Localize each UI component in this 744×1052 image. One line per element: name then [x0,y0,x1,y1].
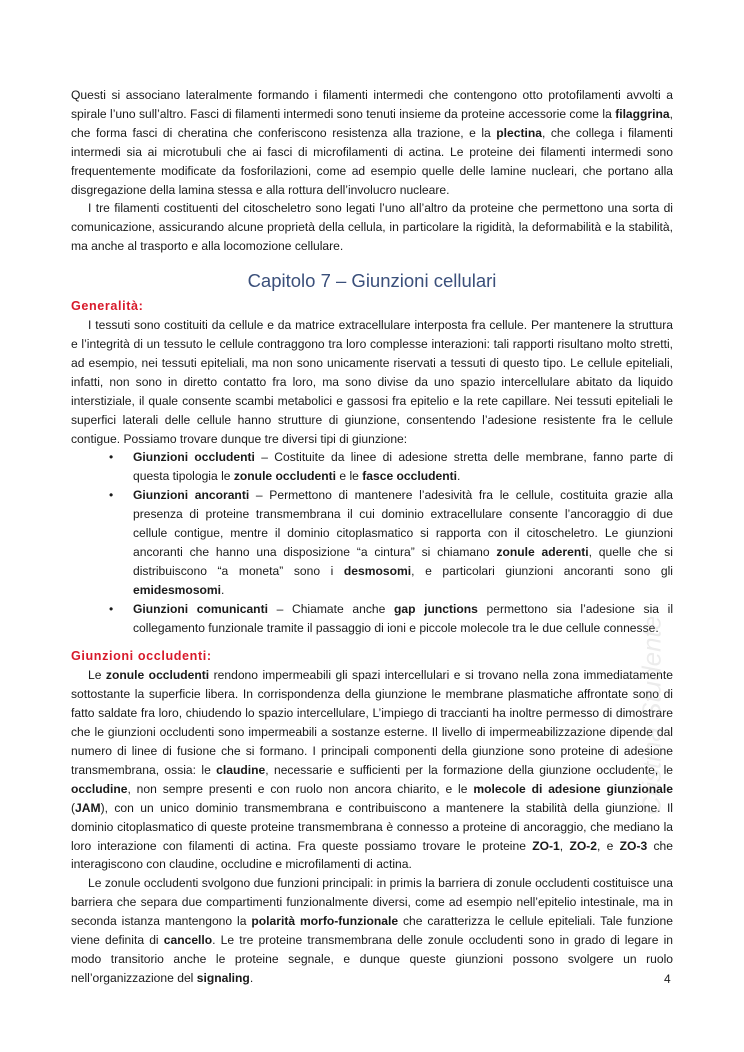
bold-term: Giunzioni ancoranti [133,488,250,503]
bold-term: molecole di adesione giunzionale [473,781,673,796]
bold-term: fasce occludenti [362,469,458,484]
bold-term: signaling [196,970,250,985]
occludenti-paragraph-2: Le zonule occludenti svolgono due funzioni principali: in primis la barriera di zonule occludenti costituisce una barriera che separa due compartimenti funzionalmente diversi, come ad esempio nell’epitelio intestinale, ma in seconda istanza mantengono la polarità morfo-funzionale che caratterizza le cellule epiteliali. Tale funzione viene definita di cancello. Le tre proteine transmembrana delle zonule occludenti sono in grado di legare in modo transitorio anche le proteine segnale, e dunque queste giunzioni possono svolgere un ruolo nell’organizzazione del signaling. [71,876,673,985]
bold-term: occludine [71,781,128,796]
document-page [71,86,673,988]
occludenti-paragraph-1: Le zonule occludenti rendono impermeabili gli spazi intercellulari e si trovano nella zona immediatamente sottostante la superficie libera. In corrispondenza della giunzione le membrane plasmatiche affrontate sono di fatto saldate fra loro, chiudendo lo spazio intercellulare, L’impiego di traccianti ha inoltre permesso di dimostrare che le giunzioni occludenti sono impermeabili a sostanze esterne. Il livello di impermeabilizzazione dipende dal numero di linee di fusione che si formano. I principali componenti della giunzione sono proteine di adesione transmembrana, ossia: le claudine, necessarie e sufficienti per la formazione della giunzione occludente, le occludine, non sempre presenti e con ruolo non ancora chiarito, e le molecole di adesione giunzionale (JAM), con un unico dominio transmembrana e contribuiscono a mantenere la stabilità della giunzione. Il dominio citoplasmatico di queste proteine transmembrana è connesso a proteine di ancoraggio, che mediano la loro interazione con filamenti di actina. Fra queste possiamo trovare le proteine ZO-1, ZO-2, e ZO-3 che interagiscono con claudine, occludine e microfilamenti di actina. [71,668,673,872]
chapter-title: Capitolo 7 – Giunzioni cellulari [247,270,497,292]
bold-term: ZO-3 [619,838,648,853]
bold-term: claudine [216,762,266,777]
list-item-text: Giunzioni comunicanti – Chiamate anche gap junctions permettono sia l’adesione sia il collegamento funzionale tramite il passaggio di ioni e piccole molecole tra le due cellule connesse. [133,601,673,635]
intro-paragraph-2: I tre filamenti costituenti del citoscheletro sono legati l’uno all’altro da proteine che permettono una sorta di comunicazione, assicurando alcune proprietà della cellula, in particolare la rigidità, la deformabilità e la stabilità, ma anche al trasporto e alla locomozione cellulare. [71,201,673,254]
list-item-ancoranti [109,486,673,599]
list-item-occludenti [109,448,674,486]
generalita-paragraph: I tessuti sono costituiti da cellule e da matrice extracellulare interposta fra cellule. Per mantenere la struttura e l’integrità di un tessuto le cellule contraggono tra loro complesse interazioni: tali rapporti risultano molto stretti, ad esempio, nei tessuti epiteliali, ma non sono unicamente riservati a tessuti di questo tipo. Le cellule epiteliali, infatti, non sono in diretto contatto fra loro, ma sono divise da uno spazio intercellulare abitato da liquido interstiziale, il quale consente scambi metabolici e gassosi fra epitelio e la rete capillare. Nei tessuti epiteliali le superfici laterali delle cellule hanno strutture di giunzione, consentendo l’adesione resistente fra le cellule contigue. Possiamo trovare dunque tre diversi tipi di giunzione: [71,318,673,446]
bold-term: Giunzioni comunicanti [133,601,268,616]
bold-term: zonule occludenti [105,668,210,683]
bold-term: ZO-1 [532,838,560,853]
bold-term: emidesmosomi [133,582,222,597]
list-item-comunicanti [109,600,673,638]
intro-paragraph-1: Questi si associano lateralmente formando i filamenti intermedi che contengono otto protofilamenti avvolti a spirale l’uno sull’altro. Fasci di filamenti intermedi sono tenuti insieme da proteine accessorie come la filaggrina, che forma fasci di cheratina che conferiscono resistenza alla trazione, e la plectina, che collega i filamenti intermedi sia ai microtubuli che ai fasci di microfilamenti di actina. Le proteine dei filamenti intermedi sono frequentemente modificate da fosforilazioni, come ad esempio quelle delle lamine nucleari, che portano alla disgregazione della lamina stessa e alla rottura dell’involucro nucleare. [71,88,673,197]
bullet-icon: • [109,488,114,503]
bold-term: filaggrina [615,106,670,121]
watermark: Cristina Studente [636,615,667,816]
bold-term: polarità morfo-funzionale [251,914,399,929]
section-heading-occludenti: Giunzioni occludenti: [71,649,212,664]
bold-term: plectina [496,125,542,140]
bold-term: JAM [75,800,101,815]
bold-term: zonule aderenti [496,544,589,559]
bold-term: cancello [163,933,213,948]
bold-term: Giunzioni occludenti [133,450,255,465]
bold-term: zonule occludenti [233,469,336,484]
section-heading-generalita: Generalità: [71,299,144,314]
bullet-icon: • [109,601,114,616]
page-number: 4 [664,972,671,986]
bullet-icon: • [109,450,114,465]
list-item-text: Giunzioni ancoranti – Permettono di mantenere l’adesività fra le cellule, costituita grazie alla presenza di proteine transmembrana il cui dominio extracellulare consente l’ancoraggio di due cellule contigue, mentre il dominio citoplasmatico si rapporta con il citoscheletro. Le giunzioni ancoranti che hanno una disposizione “a cintura” si chiamano zonule aderenti, quelle che si distribuiscono “a moneta” sono i desmosomi, e particolari giunzioni ancoranti sono gli emidesmosomi. [133,488,673,597]
bold-term: ZO-2 [569,838,597,853]
junction-types-list [71,448,673,637]
list-item-text: Giunzioni occludenti – Costituite da linee di adesione stretta delle membrane, fanno parte di questa tipologia le zonule occludenti e le fasce occludenti. [133,450,674,484]
bold-term: desmosomi [343,563,412,578]
bold-term: gap junctions [393,601,478,616]
